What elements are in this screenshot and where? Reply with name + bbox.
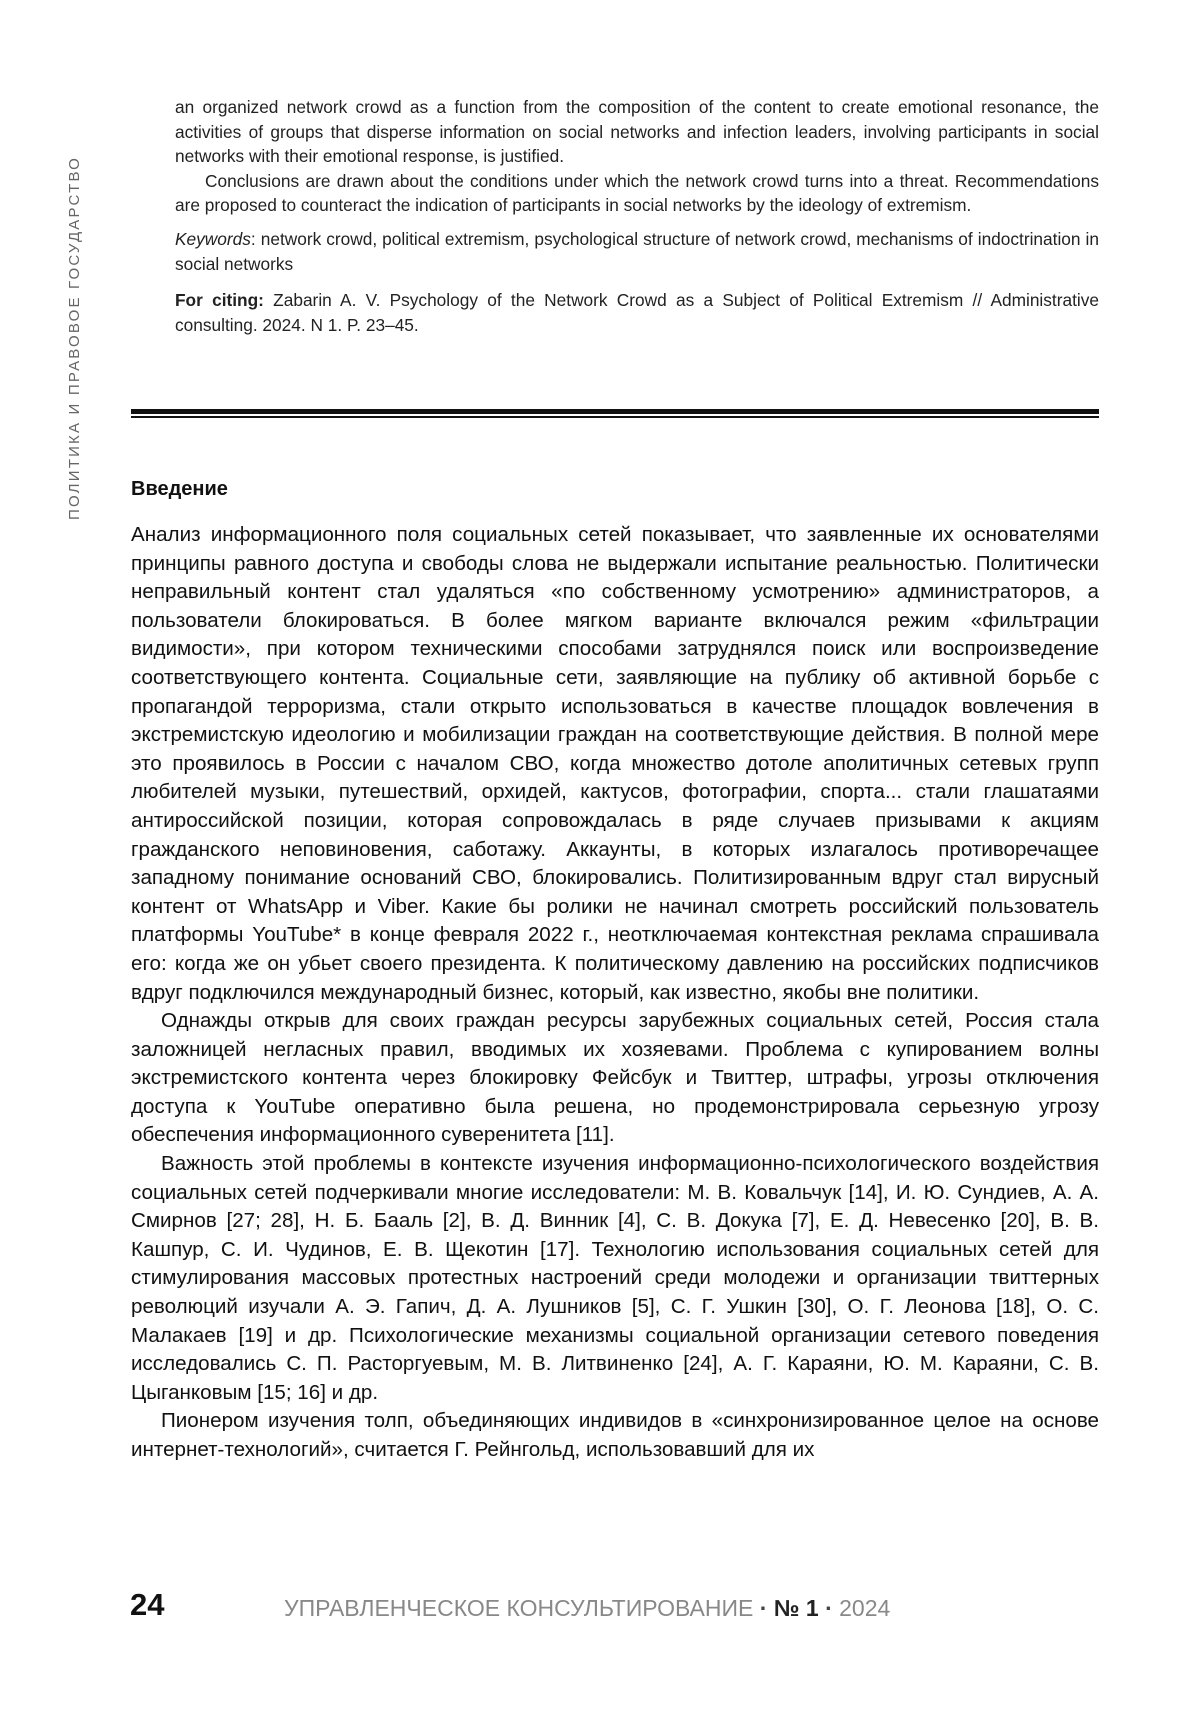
running-header: ПОЛИТИКА И ПРАВОВОЕ ГОСУДАРСТВО <box>66 155 83 520</box>
journal-footer <box>284 1595 890 1622</box>
body-paragraph: Анализ информационного поля социальных сетей показывает, что заявленные их основателями принципы равного доступа и свободы слова не выдержали испытание реальностью. Политически неправильный контент стал удаляться «по собственному усмотрению» администраторов, а пользователи блокироваться. В более мягком варианте включался режим «фильтрации видимости», при котором техническими способами затруднялся поиск или воспроизведение соответствующего контента. Социальные сети, заявляющие на публику об активной борьбе с пропагандой терроризма, стали открыто использоваться в качестве площадок вовлечения в экстремистскую идеологию и мобилизации граждан на соответствующие действия. В полной мере это проявилось в России с началом СВО, когда множество дотоле аполитичных сетевых групп любителей музыки, путешествий, орхидей, кактусов, фотографии, спорта... стали глашатаями антироссийской позиции, которая сопровождалась в ряде случаев призывами к акциям гражданского неповиновения, саботажу. Аккаунты, в которых излагалось противоречащее западному понимание оснований СВО, блокировались. Политизированным вдруг стал вирусный контент от WhatsApp и Viber. Какие бы ролики не начинал смотреть российский пользователь платформы YouTube* в конце февраля 2022 г., неотключаемая контекстная реклама спрашивала его: когда же он убьет своего президента. К политическому давлению на российских подписчиков вдруг подключился международный бизнес, который, как известно, якобы вне политики. <box>131 523 1099 1004</box>
citation <box>175 288 1099 337</box>
issue-number: № 1 <box>773 1595 819 1621</box>
citing-label: For citing: <box>175 290 264 311</box>
abstract-block <box>175 95 1099 337</box>
publication-year: 2024 <box>839 1595 891 1621</box>
body-paragraph: Пионером изучения толп, объединяющих индивидов в «синхронизированное целое на основе интернет-технологий», считается Г. Рейнгольд, использовавший для их <box>131 1409 1099 1461</box>
abstract-conclusions-paragraph: Conclusions are drawn about the conditions under which the network crowd turns into a threat. Recommendations are proposed to counteract the indication of participants in social networks by the ideology of extremism. <box>175 170 1099 216</box>
body-paragraph: Важность этой проблемы в контексте изучения информационно-психологического воздействия социальных сетей подчеркивали многие исследователи: М. В. Ковальчук [14], И. Ю. Сундиев, А. А. Смирнов [27; 28], Н. Б. Бааль [2], В. Д. Винник [4], С. В. Докука [7], Е. Д. Невесенко [20], В. В. Кашпур, С. И. Чудинов, Е. В. Щекотин [17]. Технологию использования социальных сетей для стимулирования массовых протестных настроений среди молодежи и организации твиттерных революций изучали А. Э. Гапич, Д. А. Лушников [5], С. Г. Ушкин [30], О. Г. Леонова [18], О. С. Малакаев [19] и др. Психологические механизмы социальной организации сетевого поведения исследовались С. П. Расторгуевым, М. В. Литвиненко [24], А. Г. Караяни, Ю. М. Караяни, С. В. Цыганковым [15; 16] и др. <box>131 1152 1099 1404</box>
section-divider-thick <box>131 409 1099 414</box>
journal-name: УПРАВЛЕНЧЕСКОЕ КОНСУЛЬТИРОВАНИЕ <box>284 1595 754 1621</box>
section-heading: Введение <box>131 478 228 500</box>
keywords <box>175 227 1099 276</box>
abstract-paragraph: an organized network crowd as a function from the composition of the content to create emotional resonance, the activities of groups that disperse information on social networks and infection leaders, involving participants in social networks with their emotional response, is justified. <box>175 97 1099 167</box>
body-paragraph: Однажды открыв для своих граждан ресурсы зарубежных социальных сетей, Россия стала заложницей негласных правил, вводимых их хозяевами. Проблема с купированием волны экстремистского контента через блокировку Фейсбук и Твиттер, штрафы, угрозы отключения доступа к YouTube оперативно была решена, но продемонстрировала серьезную угрозу обеспечения информационного суверенитета [11]. <box>131 1009 1099 1147</box>
citing-text: Zabarin A. V. Psychology of the Network Crowd as a Subject of Political Extremism // Administrative consulting. 2024. N 1. P. 23–45. <box>175 290 1099 335</box>
page-number: 24 <box>130 1587 165 1622</box>
section-divider-thin <box>131 416 1099 418</box>
footer-separator: · <box>825 1595 833 1621</box>
keywords-text: : network crowd, political extremism, psychological structure of network crowd, mechanisms of indoctrination in social networks <box>175 228 1099 274</box>
footer-separator: · <box>759 1595 768 1621</box>
keywords-label: Keywords <box>175 228 251 249</box>
body-text <box>131 521 1099 1465</box>
